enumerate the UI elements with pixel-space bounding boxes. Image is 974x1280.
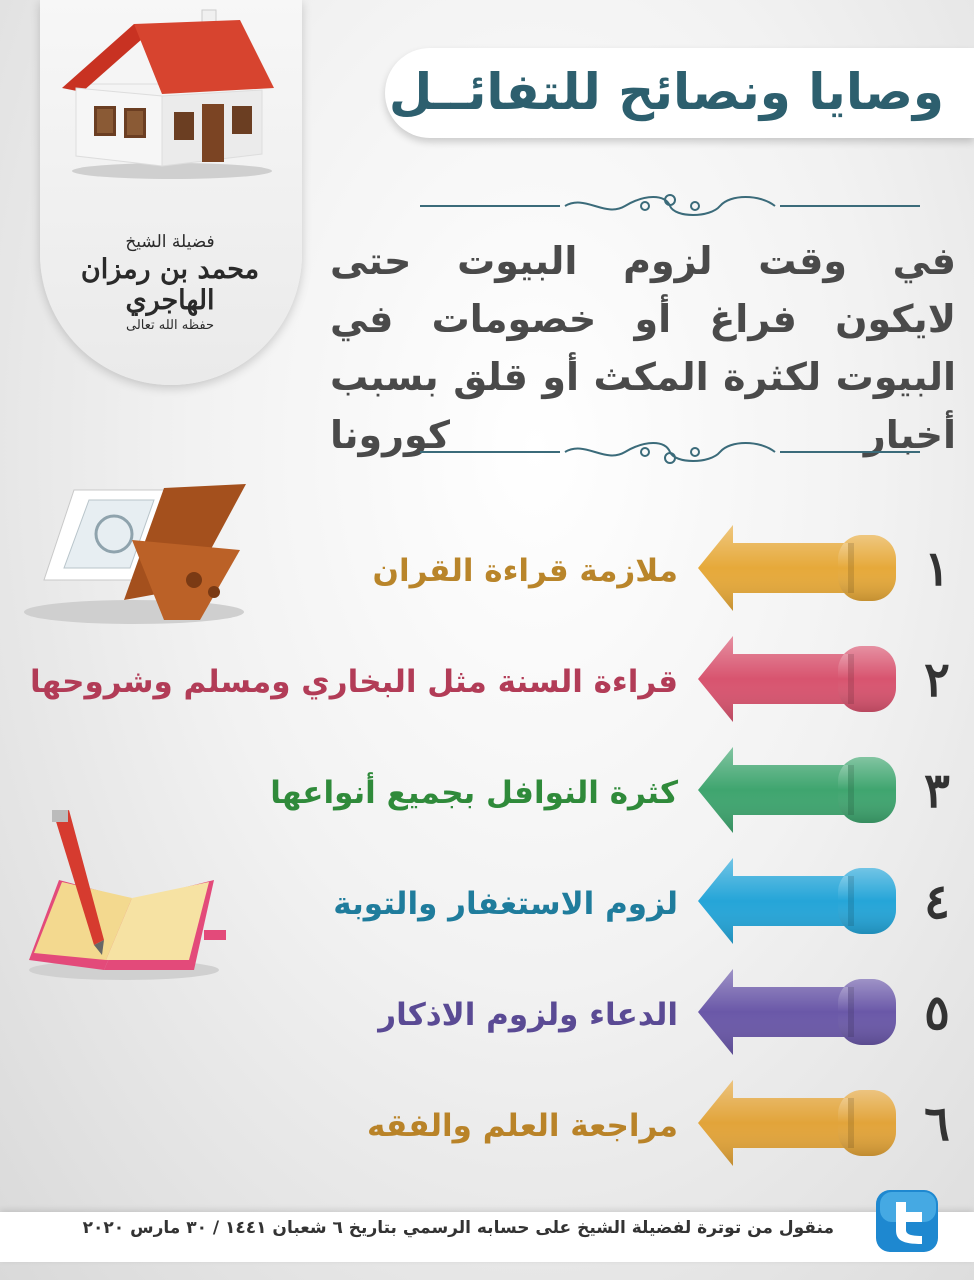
arrow-badge-icon: [698, 525, 898, 611]
item-text: الدعاء ولزوم الاذكار: [378, 997, 678, 1033]
divider-ornament-bottom: [420, 436, 920, 466]
arrow-badge-icon: [698, 858, 898, 944]
signature-name: محمد بن رمزان الهاجري: [80, 254, 260, 316]
item-number: ٤: [924, 874, 950, 930]
page-title: وصايا ونصائح للتفائــل: [388, 63, 944, 121]
twitter-icon[interactable]: [872, 1186, 942, 1256]
item-number: ٣: [924, 763, 950, 819]
item-number: ٥: [924, 985, 950, 1041]
arrow-badge-icon: [698, 969, 898, 1055]
signature: [70, 232, 270, 333]
list-item: [0, 1080, 974, 1190]
list-item: [0, 969, 974, 1079]
signature-title: فضيلة الشيخ: [125, 232, 215, 252]
arrow-badge-icon: [698, 1080, 898, 1166]
item-text: كثرة النوافل بجميع أنواعها: [270, 775, 678, 811]
item-text: مراجعة العلم والفقه: [366, 1108, 678, 1144]
arrow-badge-icon: [698, 747, 898, 833]
item-text: قراءة السنة مثل البخاري ومسلم وشروحها: [30, 664, 678, 700]
notebook-pen-icon: [24, 810, 234, 985]
item-number: ١: [924, 541, 950, 597]
house-icon: [62, 6, 277, 181]
intro-paragraph: في وقت لزوم البيوت حتى لايكون فراغ أو خصومات في البيوت لكثرة المكث أو قلق بسبب أخبار كورونا: [330, 239, 956, 457]
divider-ornament-top: [420, 190, 920, 220]
item-number: ٢: [924, 652, 950, 708]
title-banner: [385, 48, 974, 138]
footer-source-note: منقول من توترة لفضيلة الشيخ على حسابه الرسمي بتاريخ ٦ شعبان ١٤٤١ / ٣٠ مارس ٢٠٢٠: [82, 1218, 834, 1238]
list-item: [0, 525, 974, 635]
list-item: [0, 636, 974, 746]
signature-prayer: حفظه الله تعالى: [125, 318, 214, 333]
item-text: ملازمة قراءة القران: [372, 553, 678, 589]
item-text: لزوم الاستغفار والتوبة: [333, 886, 678, 922]
arrow-badge-icon: [698, 636, 898, 722]
item-number: ٦: [924, 1096, 950, 1152]
